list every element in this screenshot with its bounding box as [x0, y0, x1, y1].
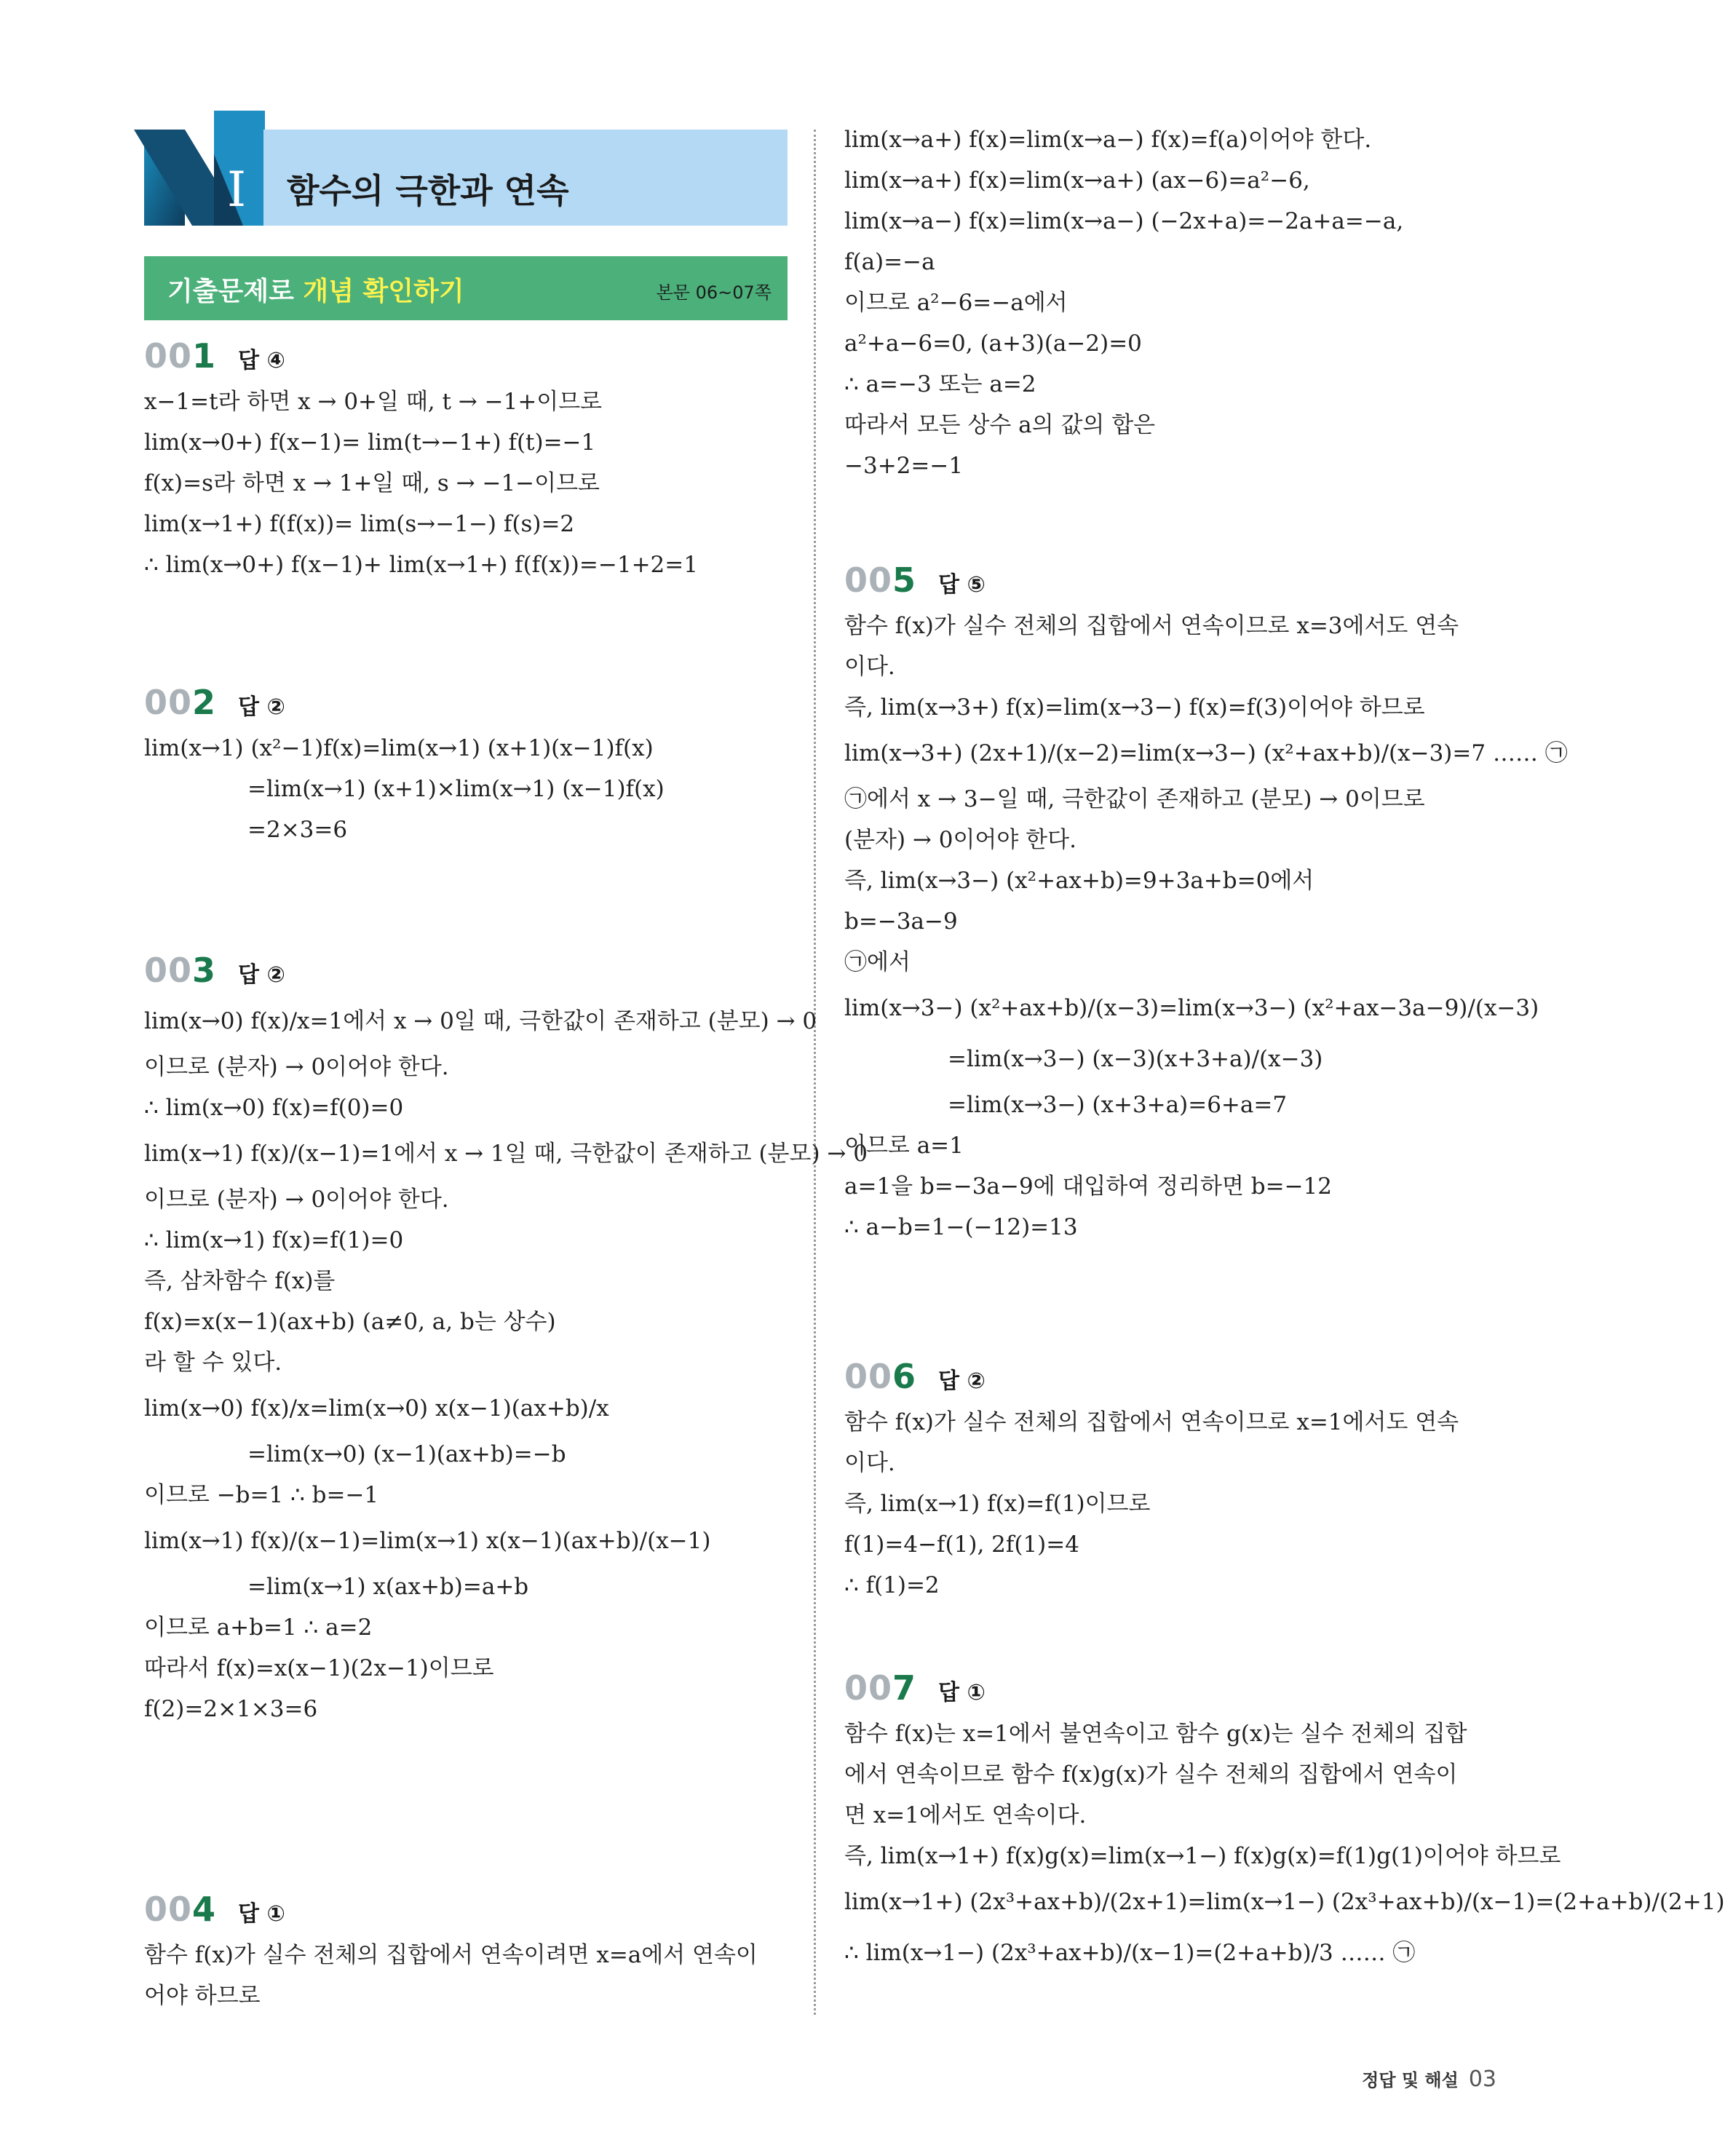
solution-line: a=1을 b=−3a−9에 대입하여 정리하면 b=−12: [844, 1173, 1332, 1200]
solution-line: 이다.: [844, 654, 895, 680]
problem-header: [844, 1668, 1492, 1713]
solution-line: ∴ lim(x→0+) f(x−1)+ lim(x→1+) f(f(x))=−1+2=1: [144, 552, 698, 578]
solution-line: ∴ a−b=1−(−12)=13: [844, 1214, 1078, 1240]
solution-line: lim(x→1) (x²−1)f(x)=lim(x→1) (x+1)(x−1)f(x): [144, 735, 654, 761]
solution-line: 어야 하므로: [144, 1983, 261, 2009]
problem-number: [144, 683, 216, 722]
solution-line: =lim(x→0) (x−1)(ax+b)=−b: [247, 1441, 566, 1467]
problem-continuation: [844, 119, 1492, 486]
solution-line: lim(x→1+) (2x³+ax+b)/(2x+1)=lim(x→1−) (2x³+ax+b)/(x−1)=(2+a+b)/(2+1): [844, 1889, 1725, 1915]
solution-line: lim(x→3−) (x²+ax+b)/(x−3)=lim(x→3−) (x²+ax−3a−9)/(x−3): [844, 995, 1539, 1021]
problem-block: [144, 336, 785, 585]
problem-answer: 답 ②: [238, 962, 285, 988]
section-bar: [144, 256, 788, 320]
solution-line: 이다.: [844, 1450, 895, 1476]
solution-line: f(a)=−a: [844, 249, 935, 275]
problem-number-digit: 7: [892, 1668, 917, 1708]
solution-line: −3+2=−1: [844, 453, 964, 479]
problem-header: [144, 336, 785, 381]
problem-block: [144, 951, 868, 1729]
solution-line: 이므로 a=1: [844, 1133, 964, 1159]
solution-line: =lim(x→3−) (x−3)(x+3+a)/(x−3): [948, 1046, 1323, 1072]
solution-line: lim(x→a−) f(x)=lim(x→a−) (−2x+a)=−2a+a=−a,: [844, 208, 1404, 234]
problem-answer: 답 ①: [238, 1901, 285, 1927]
solution-line: x−1=t라 하면 x → 0+일 때, t → −1+이므로: [144, 389, 603, 415]
page-number: 03: [1468, 2066, 1496, 2092]
problem-number-prefix: 00: [844, 1357, 893, 1396]
solution-line: 즉, lim(x→3−) (x²+ax+b)=9+3a+b=0에서: [844, 868, 1314, 894]
solution-line: 면 x=1에서도 연속이다.: [844, 1802, 1087, 1828]
problem-number: [844, 560, 916, 600]
problem-number-digit: 5: [892, 560, 917, 600]
solution-line: ∴ lim(x→1−) (2x³+ax+b)/(x−1)=(2+a+b)/3 …… ㉠: [844, 1940, 1416, 1966]
problem-header: [844, 560, 1492, 606]
problem-number-digit: 1: [192, 336, 217, 376]
solution-line: 에서 연속이므로 함수 f(x)g(x)가 실수 전체의 집합에서 연속이: [844, 1761, 1458, 1788]
chapter-title: 함수의 극한과 연속: [287, 171, 569, 210]
solution-line: 함수 f(x)가 실수 전체의 집합에서 연속이므로 x=3에서도 연속: [844, 613, 1459, 639]
problem-number-prefix: 00: [144, 336, 193, 376]
section-title-plain: 기출문제로: [167, 277, 304, 306]
solution-line: f(2)=2×1×3=6: [144, 1696, 318, 1722]
solution-line: 즉, lim(x→1+) f(x)g(x)=lim(x→1−) f(x)g(x)=f(1)g(1)이어야 하므로: [844, 1843, 1561, 1869]
solution-line: (분자) → 0이어야 한다.: [844, 827, 1076, 853]
solution-line: =lim(x→3−) (x+3+a)=6+a=7: [948, 1092, 1288, 1118]
problem-number-prefix: 00: [844, 1668, 893, 1708]
solution-line: ∴ lim(x→0) f(x)=f(0)=0: [144, 1095, 404, 1121]
problem-answer: 답 ⑤: [938, 572, 986, 598]
column-divider: [814, 130, 816, 2015]
solution-line: 이므로 a+b=1 ∴ a=2: [144, 1614, 373, 1641]
problem-answer: 답 ②: [238, 694, 285, 720]
solution-line: ㉠에서 x → 3−일 때, 극한값이 존재하고 (분모) → 0이므로: [844, 786, 1425, 812]
solution-line: lim(x→1) f(x)/(x−1)=1에서 x → 1일 때, 극한값이 존재하고 (분모) → 0: [144, 1141, 868, 1167]
problem-block: [844, 560, 1568, 1248]
solution-line: f(x)=x(x−1)(ax+b) (a≠0, a, b는 상수): [144, 1309, 556, 1335]
problem-number: [844, 1357, 916, 1396]
solution-line: lim(x→1) f(x)/(x−1)=lim(x→1) x(x−1)(ax+b)/(x−1): [144, 1528, 711, 1554]
problem-number: [144, 1890, 216, 1929]
solution-line: 이므로 a²−6=−a에서: [844, 290, 1068, 316]
problem-block: [844, 1357, 1492, 1606]
section-reference: 본문 06~07쪽: [656, 282, 772, 303]
solution-line: ∴ a=−3 또는 a=2: [844, 371, 1036, 397]
solution-line: 이므로 −b=1 ∴ b=−1: [144, 1482, 379, 1508]
solution-line: =2×3=6: [247, 817, 348, 843]
problem-number-prefix: 00: [144, 1890, 193, 1929]
solution-line: lim(x→0) f(x)/x=lim(x→0) x(x−1)(ax+b)/x: [144, 1395, 609, 1422]
problem-number-prefix: 00: [144, 951, 193, 990]
solution-line: lim(x→1+) f(f(x))= lim(s→−1−) f(s)=2: [144, 511, 575, 537]
solution-line: 따라서 모든 상수 a의 값의 합은: [844, 412, 1156, 438]
solution-line: lim(x→0) f(x)/x=1에서 x → 0일 때, 극한값이 존재하고 (분모) → 0: [144, 1008, 817, 1034]
solution-line: 즉, 삼차함수 f(x)를: [144, 1268, 336, 1294]
solution-line: =lim(x→1) x(ax+b)=a+b: [247, 1574, 529, 1600]
solution-line: 함수 f(x)가 실수 전체의 집합에서 연속이므로 x=1에서도 연속: [844, 1409, 1459, 1435]
solution-line: lim(x→3+) (2x+1)/(x−2)=lim(x→3−) (x²+ax+b)/(x−3)=7 …… ㉠: [844, 740, 1568, 766]
solution-line: 이므로 (분자) → 0이어야 한다.: [144, 1186, 449, 1213]
solution-line: 함수 f(x)가 실수 전체의 집합에서 연속이려면 x=a에서 연속이: [144, 1942, 758, 1968]
problem-number-digit: 4: [192, 1890, 217, 1929]
problem-header: [844, 1357, 1492, 1402]
problem-number-digit: 3: [192, 951, 217, 990]
problem-number: [844, 1668, 916, 1708]
problem-number-prefix: 00: [144, 683, 193, 722]
solution-line: 즉, lim(x→3+) f(x)=lim(x→3−) f(x)=f(3)이어야 하므로: [844, 694, 1425, 721]
problem-block: [844, 1668, 1725, 1978]
problem-block: [144, 683, 785, 850]
solution-line: b=−3a−9: [844, 908, 958, 935]
solution-line: 즉, lim(x→1) f(x)=f(1)이므로: [844, 1491, 1151, 1517]
problem-number-digit: 2: [192, 683, 217, 722]
chapter-roman-numeral: I: [227, 162, 247, 218]
solution-line: ㉠에서: [844, 949, 911, 975]
problem-answer: 답 ①: [938, 1680, 986, 1705]
solution-line: a²+a−6=0, (a+3)(a−2)=0: [844, 330, 1142, 357]
solution-line: =lim(x→1) (x+1)×lim(x→1) (x−1)f(x): [247, 776, 665, 802]
solution-line: 따라서 f(x)=x(x−1)(2x−1)이므로: [144, 1655, 494, 1681]
solution-line: lim(x→0+) f(x−1)= lim(t→−1+) f(t)=−1: [144, 429, 596, 456]
problem-header: [144, 951, 785, 996]
problem-header: [144, 1890, 785, 1935]
solution-line: 라 할 수 있다.: [144, 1350, 282, 1376]
solution-line: lim(x→a+) f(x)=lim(x→a+) (ax−6)=a²−6,: [844, 167, 1310, 194]
problem-answer: 답 ②: [938, 1368, 986, 1394]
solution-line: ∴ f(1)=2: [844, 1572, 940, 1598]
page-footer: [1362, 2066, 1496, 2092]
problem-answer: 답 ④: [238, 348, 285, 373]
solution-line: f(1)=4−f(1), 2f(1)=4: [844, 1531, 1079, 1558]
section-title: [167, 271, 464, 308]
section-title-highlight: 개념 확인하기: [303, 277, 464, 306]
solution-line: 이므로 (분자) → 0이어야 한다.: [144, 1054, 449, 1080]
solution-line: 함수 f(x)는 x=1에서 불연속이고 함수 g(x)는 실수 전체의 집합: [844, 1721, 1467, 1747]
solution-line: ∴ lim(x→1) f(x)=f(1)=0: [144, 1227, 404, 1253]
footer-label: 정답 및 해설: [1362, 2070, 1459, 2090]
problem-block: [144, 1890, 785, 2016]
problem-number-prefix: 00: [844, 560, 893, 600]
problem-number-digit: 6: [892, 1357, 917, 1396]
solution-line: lim(x→a+) f(x)=lim(x→a−) f(x)=f(a)이어야 한다.: [844, 127, 1372, 153]
problem-number: [144, 951, 216, 990]
problem-header: [144, 683, 785, 728]
solution-line: f(x)=s라 하면 x → 1+일 때, s → −1−이므로: [144, 470, 600, 496]
problem-number: [144, 336, 216, 376]
